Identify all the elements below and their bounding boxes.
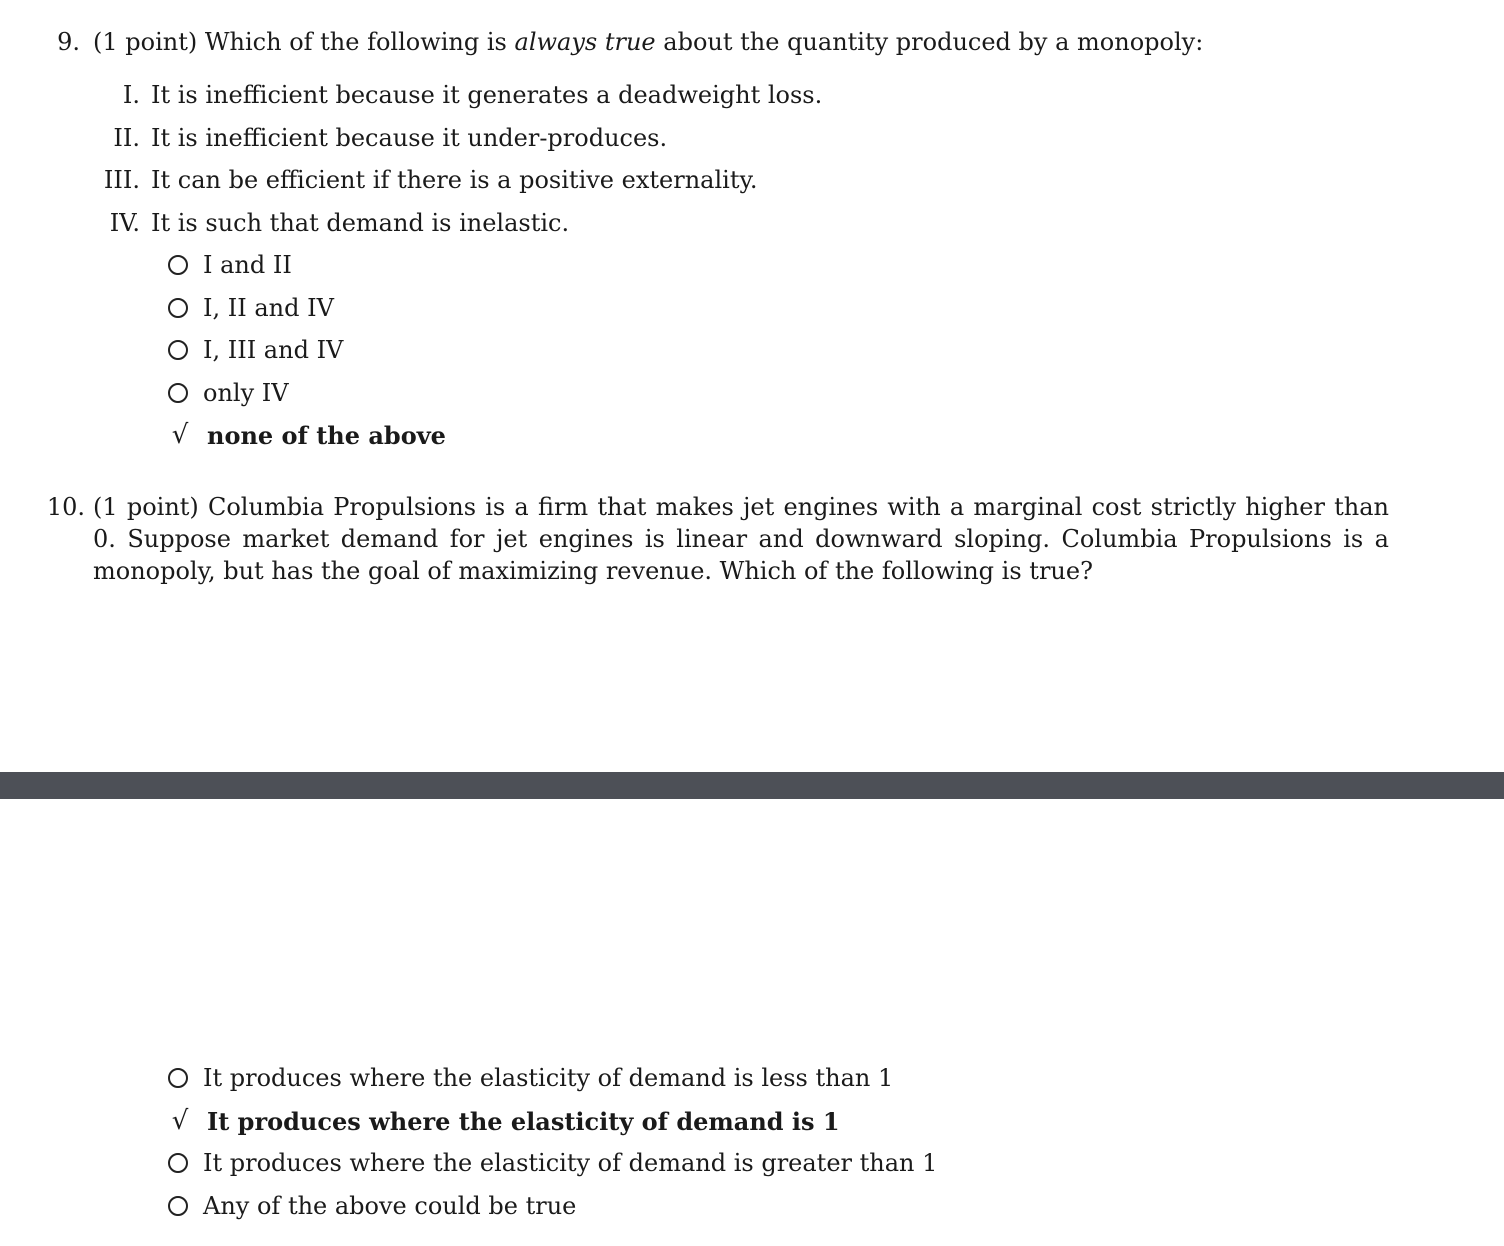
q10-option-3[interactable] (168, 1147, 937, 1179)
q10-option-2[interactable] (168, 1105, 840, 1137)
page-divider (0, 772, 1504, 799)
q9-prompt-before: Which of the following is (204, 28, 507, 56)
statement-text: It is inefficient because it generates a deadweight loss. (151, 81, 823, 109)
q9-option-3[interactable] (168, 334, 343, 366)
q9-points: (1 point) (93, 28, 198, 56)
radio-icon[interactable] (168, 298, 188, 318)
option-label: It produces where the elasticity of demand is greater than 1 (203, 1149, 938, 1177)
option-label: It produces where the elasticity of demand is less than 1 (203, 1064, 894, 1092)
statement-numeral: III. (103, 166, 140, 194)
q10-option-1[interactable] (168, 1062, 893, 1094)
statement-numeral: IV. (109, 209, 140, 237)
radio-icon[interactable] (168, 1153, 188, 1173)
q9-prompt (93, 26, 1203, 58)
option-label: Any of the above could be true (203, 1192, 577, 1220)
option-label: I, II and IV (203, 294, 334, 322)
option-label: It produces where the elasticity of demand is 1 (207, 1106, 840, 1136)
q10-option-4[interactable] (168, 1190, 576, 1222)
radio-icon[interactable] (168, 255, 188, 275)
checkmark-icon[interactable]: √ (171, 1106, 189, 1136)
radio-icon[interactable] (168, 340, 188, 360)
statement-text: It is inefficient because it under-produces. (151, 124, 668, 152)
q9-option-1[interactable] (168, 249, 292, 281)
checkmark-icon[interactable]: √ (171, 420, 189, 450)
statement-text: It is such that demand is inelastic. (151, 209, 570, 237)
radio-icon[interactable] (168, 383, 188, 403)
statement-text: It can be efficient if there is a positive externality. (151, 166, 758, 194)
option-label: none of the above (207, 420, 446, 450)
option-label: I and II (203, 251, 292, 279)
radio-icon[interactable] (168, 1068, 188, 1088)
q9-prompt-emphasis: always true (514, 28, 656, 56)
q9-option-5[interactable] (168, 419, 446, 451)
q10-number: 10. (46, 493, 85, 521)
q9-prompt-after: about the quantity produced by a monopoly: (663, 28, 1204, 56)
q9-option-4[interactable] (168, 377, 289, 409)
q10-prompt: (1 point) Columbia Propulsions is a firm that makes jet engines with a marginal cost strictly higher than 0. Suppose market demand for jet engines is linear and downward sloping. Columbia Propulsions is a monopoly, but has the goal of maximizing revenue. Which of the following is true? (93, 493, 1389, 585)
q9-number: 9. (57, 28, 80, 56)
radio-icon[interactable] (168, 1196, 188, 1216)
option-label: I, III and IV (203, 336, 344, 364)
statement-numeral: I. (122, 81, 140, 109)
statement-numeral: II. (113, 124, 140, 152)
option-label: only IV (203, 379, 289, 407)
q9-option-2[interactable] (168, 292, 334, 324)
